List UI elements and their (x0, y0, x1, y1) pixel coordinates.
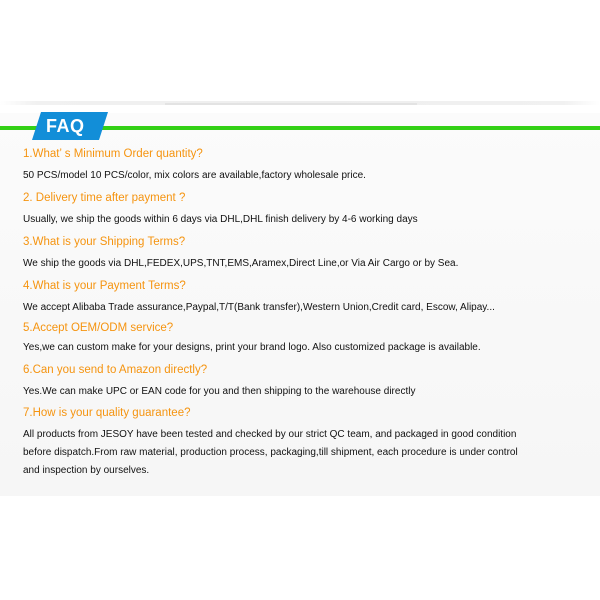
faq-question-3: 3.What is your Shipping Terms? (23, 236, 186, 248)
faq-answer-5: Yes,we can custom make for your designs, print your brand logo. Also customized package is available. (23, 342, 481, 353)
top-divider-accent (165, 103, 417, 105)
faq-answer-7 (23, 426, 583, 480)
faq-answer-7-line-2: before dispatch.From raw material, production process, packaging,till shipment, each procedure is under control (23, 447, 518, 458)
faq-question-4: 4.What is your Payment Terms? (23, 280, 186, 292)
faq-answer-2: Usually, we ship the goods within 6 days via DHL,DHL finish delivery by 4-6 working days (23, 214, 418, 225)
faq-title: FAQ (46, 116, 85, 136)
faq-question-1: 1.What’ s Minimum Order quantity? (23, 148, 203, 160)
faq-question-6: 6.Can you send to Amazon directly? (23, 364, 208, 376)
faq-answer-6: Yes.We can make UPC or EAN code for you and then shipping to the warehouse directly (23, 386, 416, 397)
faq-answer-7-line-3: and inspection by ourselves. (23, 465, 150, 476)
faq-answer-3: We ship the goods via DHL,FEDEX,UPS,TNT,EMS,Aramex,Direct Line,or Via Air Cargo or by Sea. (23, 258, 459, 269)
faq-question-2: 2. Delivery time after payment ? (23, 192, 186, 204)
faq-question-5: 5.Accept OEM/ODM service? (23, 322, 174, 334)
faq-answer-7-line-1: All products from JESOY have been tested and checked by our strict QC team, and packaged in good condition (23, 429, 517, 440)
faq-question-7: 7.How is your quality guarantee? (23, 407, 191, 419)
faq-answer-4: We accept Alibaba Trade assurance,Paypal,T/T(Bank transfer),Western Union,Credit card, Escow, Alipay... (23, 302, 495, 313)
faq-answer-1: 50 PCS/model 10 PCS/color, mix colors are available,factory wholesale price. (23, 170, 366, 181)
faq-badge (32, 112, 108, 140)
